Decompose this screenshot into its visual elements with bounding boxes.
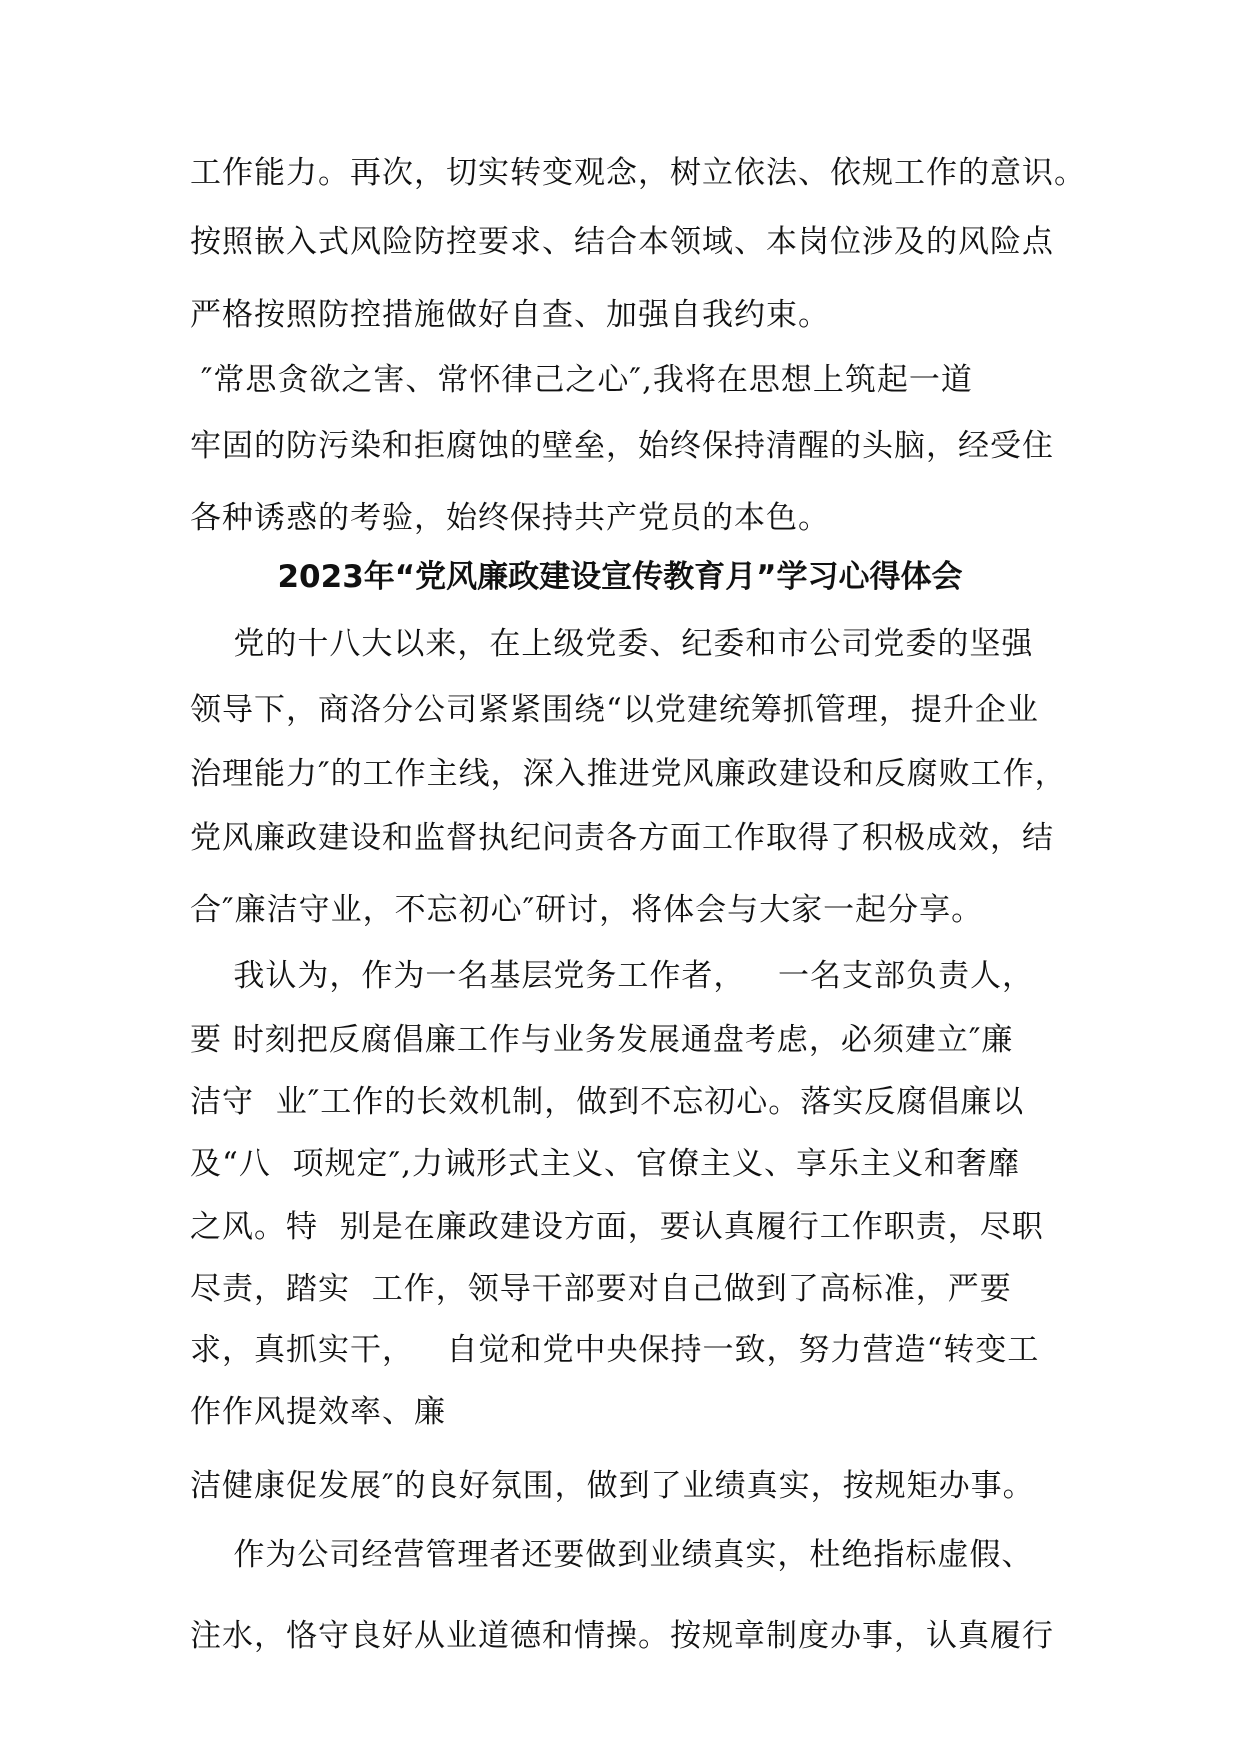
text-line: 尽责，踏实 工作，领导干部要对自己做到了高标准，严要 xyxy=(190,1271,1012,1307)
text-line: 求，真抓实干， 自觉和党中央保持一致，努力营造“转变工 xyxy=(190,1332,1040,1368)
text-line: 合″廉洁守业，不忘初心″研讨，将体会与大家一起分享。 xyxy=(190,892,984,928)
text-line: 及“八 项规定″,力诫形式主义、官僚主义、享乐主义和奢靡 xyxy=(190,1146,1020,1182)
text-line: 要 时刻把反腐倡廉工作与业务发展通盘考虑，必须建立″廉 xyxy=(190,1022,1014,1058)
text-line: 牢固的防污染和拒腐蚀的壁垒，始终保持清醒的头脑，经受住 xyxy=(190,428,1054,464)
text-line: 工作能力。再次，切实转变观念，树立依法、依规工作的意识。 xyxy=(190,155,1086,191)
text-line: 洁守 业″工作的长效机制，做到不忘初心。落实反腐倡廉以 xyxy=(190,1084,1025,1120)
text-line: 严格按照防控措施做好自查、加强自我约束。 xyxy=(190,297,830,333)
text-line: 领导下，商洛分公司紧紧围绕“以党建统筹抓管理，提升企业 xyxy=(190,692,1039,728)
essay-title: 2023年“党风廉政建设宣传教育月”学习心得体会 xyxy=(277,559,963,595)
text-line: 党的十八大以来，在上级党委、纪委和市公司党委的坚强 xyxy=(190,626,1034,662)
text-line: 治理能力″的工作主线，深入推进党风廉政建设和反腐败工作， xyxy=(190,756,1067,792)
text-line: ″常思贪欲之害、常怀律己之心″,我将在思想上筑起一道 xyxy=(190,362,973,398)
text-line: 作作风提效率、廉 xyxy=(190,1394,446,1430)
text-line: 党风廉政建设和监督执纪问责各方面工作取得了积极成效，结 xyxy=(190,820,1054,856)
text-line: 之风。特 别是在廉政建设方面，要认真履行工作职责，尽职 xyxy=(190,1209,1044,1245)
text-line: 作为公司经营管理者还要做到业绩真实，杜绝指标虚假、 xyxy=(190,1537,1034,1573)
text-line: 注水，恪守良好从业道德和情操。按规章制度办事，认真履行 xyxy=(190,1618,1054,1654)
text-line: 按照嵌入式风险防控要求、结合本领域、本岗位涉及的风险点 xyxy=(190,224,1054,260)
text-line: 我认为，作为一名基层党务工作者， 一名支部负责人， xyxy=(190,958,1034,994)
text-line: 洁健康促发展″的良好氛围，做到了业绩真实，按规矩办事。 xyxy=(190,1468,1035,1504)
text-line: 各种诱惑的考验，始终保持共产党员的本色。 xyxy=(190,500,830,536)
